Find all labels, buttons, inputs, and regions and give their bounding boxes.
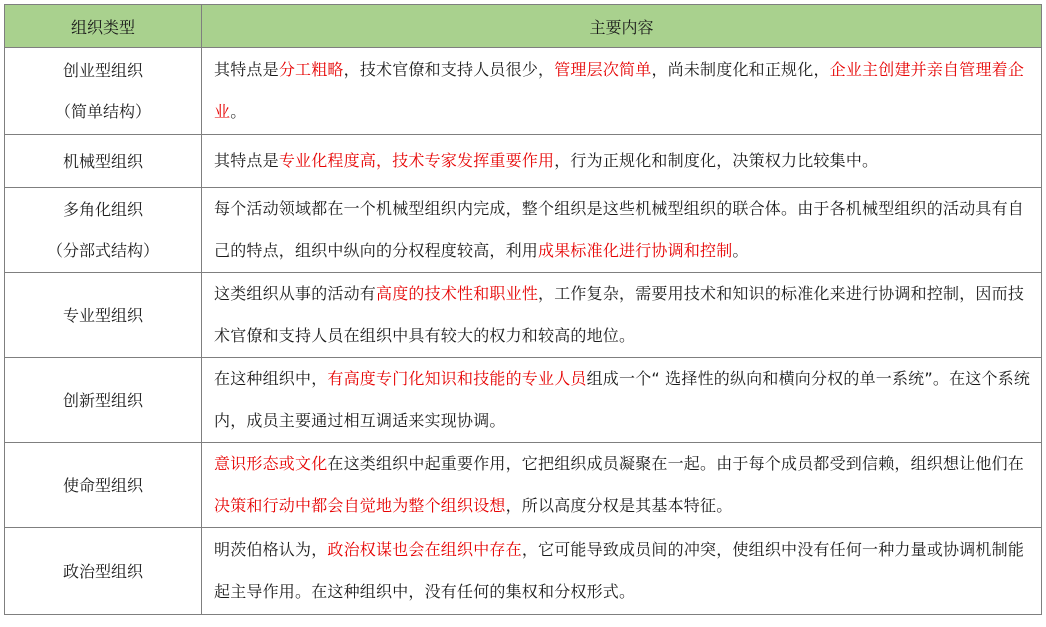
org-type-cell — [5, 273, 202, 358]
highlighted-text: 意识形态或文化 — [214, 454, 328, 473]
org-content-cell — [202, 48, 1042, 135]
org-type-line: 创业型组织 — [62, 61, 143, 80]
content-text: ，它可能导致成员间的冲突，使组织中没有任何一种力量或协调机制能起主导作用。在这种组织中，没有任何的集权和分权形式。 — [214, 540, 1025, 601]
content-text: 每个活动领域都在一个机械型组织内完成，整个组织是这些机械型组织的联合体。由于各机械型组织的活动具有自己的特点，组织中纵向的分权程度较高，利用 — [214, 199, 1025, 260]
org-type-line: 多角化组织 — [62, 200, 143, 219]
org-type-line: 专业型组织 — [62, 305, 143, 325]
org-type-line: （简单结构） — [54, 102, 151, 121]
org-type-cell — [5, 528, 202, 615]
table-row — [5, 273, 1042, 358]
highlighted-text: 管理层次简单 — [554, 60, 652, 79]
org-type-cell — [5, 443, 202, 528]
org-content-cell — [202, 188, 1042, 273]
organization-types-table — [4, 4, 1042, 615]
content-text: ，所以高度分权是其基本特征。 — [505, 496, 733, 515]
header-type: 组织类型 — [5, 5, 202, 48]
content-text: 其特点是 — [214, 60, 279, 79]
content-text: 这类组织从事的活动有 — [214, 284, 377, 303]
org-type-cell — [5, 358, 202, 443]
org-type-cell — [5, 188, 202, 273]
org-content-cell — [202, 273, 1042, 358]
org-type-line: 使命型组织 — [62, 475, 143, 495]
highlighted-text: 分工粗略 — [278, 60, 344, 79]
org-content-cell — [202, 443, 1042, 528]
org-type-cell — [5, 135, 202, 188]
org-type-line: 创新型组织 — [62, 390, 143, 410]
org-type-line: （分部式结构） — [46, 241, 159, 260]
org-content-cell — [202, 135, 1042, 188]
content-text: 明茨伯格认为， — [214, 540, 328, 559]
table-row — [5, 443, 1042, 528]
content-text: 组成一个“ 选择性的纵向和横向分权的单一系统”。在这个系统内，成员主要通过相互调适来实现协调。 — [214, 369, 1031, 430]
table-row — [5, 188, 1042, 273]
content-text: ，工作复杂，需要用技术和知识的标准化来进行协调和控制，因而技术官僚和支持人员在组织中具有较大的权力和较高的地位。 — [214, 284, 1025, 345]
highlighted-text: 专业化程度高，技术专家发挥重要作用 — [278, 151, 555, 170]
content-text: ，行为正规化和制度化，决策权力比较集中。 — [554, 151, 879, 170]
content-text: ，技术官僚和支持人员很少， — [343, 60, 555, 79]
highlighted-text: 决策和行动中都会自觉地为整个组织设想 — [214, 496, 506, 515]
org-type-line: 政治型组织 — [62, 561, 143, 581]
table-row — [5, 135, 1042, 188]
highlighted-text: 有高度专门化知识和技能的专业人员 — [327, 369, 587, 388]
org-content-cell — [202, 358, 1042, 443]
table-row — [5, 528, 1042, 615]
highlighted-text: 企业主创建并亲自管理着企业 — [214, 60, 1025, 121]
highlighted-text: 成果标准化进行协调和控制 — [538, 241, 733, 260]
content-text: ，尚未制度化和正规化， — [651, 60, 830, 79]
org-type-line: 机械型组织 — [62, 151, 143, 171]
org-content-cell — [202, 528, 1042, 615]
content-text: 。 — [230, 102, 247, 121]
table-row — [5, 48, 1042, 135]
header-content: 主要内容 — [202, 5, 1042, 48]
header-row — [5, 5, 1042, 48]
org-type-cell — [5, 48, 202, 135]
content-text: 在这类组织中起重要作用，它把组织成员凝聚在一起。由于每个成员都受到信赖，组织想让他们在 — [327, 454, 1025, 473]
content-text: 。 — [732, 241, 749, 260]
content-text: 在这种组织中， — [214, 369, 328, 388]
content-text: 其特点是 — [214, 151, 279, 170]
table-row — [5, 358, 1042, 443]
highlighted-text: 政治权谋也会在组织中存在 — [327, 540, 522, 559]
highlighted-text: 高度的技术性和职业性 — [376, 284, 539, 303]
